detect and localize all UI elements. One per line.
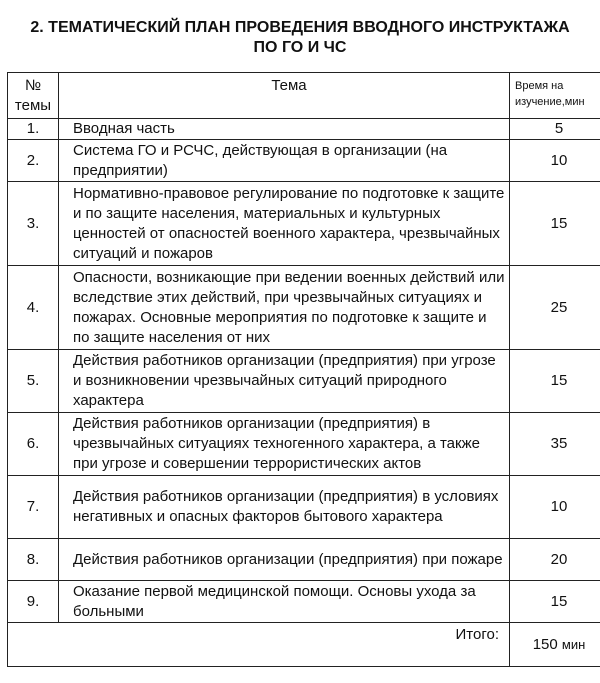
table-row [8, 119, 600, 140]
table-row [8, 539, 600, 581]
total-row [8, 623, 600, 667]
row-num: 2. [8, 140, 59, 182]
row-time: 15 [510, 581, 600, 623]
row-time: 5 [510, 119, 600, 140]
header-time-line2: изучение,мин [515, 96, 585, 108]
header-time-line1: Время на [515, 80, 564, 92]
header-time [510, 73, 600, 119]
header-row [8, 73, 600, 119]
row-topic: Действия работников организации (предприятия) в чрезвычайных ситуациях техногенного характера, а также при угрозе и совершении террористических актов [59, 413, 510, 476]
row-topic: Опасности, возникающие при ведении военных действий или вследствие этих действий, при чрезвычайных ситуациях и пожарах. Основные мероприятия по подготовке к защите и по защите населения от них [59, 266, 510, 350]
row-time: 15 [510, 182, 600, 266]
row-time: 35 [510, 413, 600, 476]
row-time: 25 [510, 266, 600, 350]
table-row [8, 266, 600, 350]
header-num [8, 73, 59, 119]
row-topic: Система ГО и РСЧС, действующая в организации (на предприятии) [59, 140, 510, 182]
row-topic: Действия работников организации (предприятия) при угрозе и возникновении чрезвычайных ситуаций природного характера [59, 350, 510, 413]
row-topic: Действия работников организации (предприятия) в условиях негативных и опасных факторов бытового характера [59, 476, 510, 539]
total-unit: мин [561, 636, 586, 652]
header-num-line2: темы [14, 97, 52, 114]
row-num: 6. [8, 413, 59, 476]
table-row [8, 140, 600, 182]
row-topic: Действия работников организации (предприятия) при пожаре [59, 539, 510, 581]
row-num: 4. [8, 266, 59, 350]
row-num: 8. [8, 539, 59, 581]
table-row [8, 413, 600, 476]
row-topic: Вводная часть [59, 119, 510, 140]
total-value: 150 [532, 635, 558, 653]
page-title [10, 18, 590, 58]
row-topic: Оказание первой медицинской помощи. Основы ухода за больными [59, 581, 510, 623]
row-num: 9. [8, 581, 59, 623]
row-topic: Нормативно-правовое регулирование по подготовке к защите и по защите населения, материальных и культурных ценностей от опасностей военного характера, чрезвычайных ситуаций и пожаров [59, 182, 510, 266]
row-time: 15 [510, 350, 600, 413]
title-line-1: 2. ТЕМАТИЧЕСКИЙ ПЛАН ПРОВЕДЕНИЯ ВВОДНОГО ИНСТРУКТАЖА [30, 19, 570, 36]
table-row [8, 350, 600, 413]
row-time: 20 [510, 539, 600, 581]
total-value-cell [510, 623, 600, 667]
thematic-plan-table [7, 72, 600, 667]
row-num: 5. [8, 350, 59, 413]
row-num: 3. [8, 182, 59, 266]
table-row [8, 476, 600, 539]
table-row [8, 182, 600, 266]
table-row [8, 581, 600, 623]
row-num: 1. [8, 119, 59, 140]
row-time: 10 [510, 476, 600, 539]
row-num: 7. [8, 476, 59, 539]
header-num-line1: № [24, 77, 42, 94]
total-label: Итого: [8, 623, 510, 667]
title-line-2: ПО ГО И ЧС [253, 39, 347, 56]
header-topic: Тема [59, 73, 510, 119]
row-time: 10 [510, 140, 600, 182]
